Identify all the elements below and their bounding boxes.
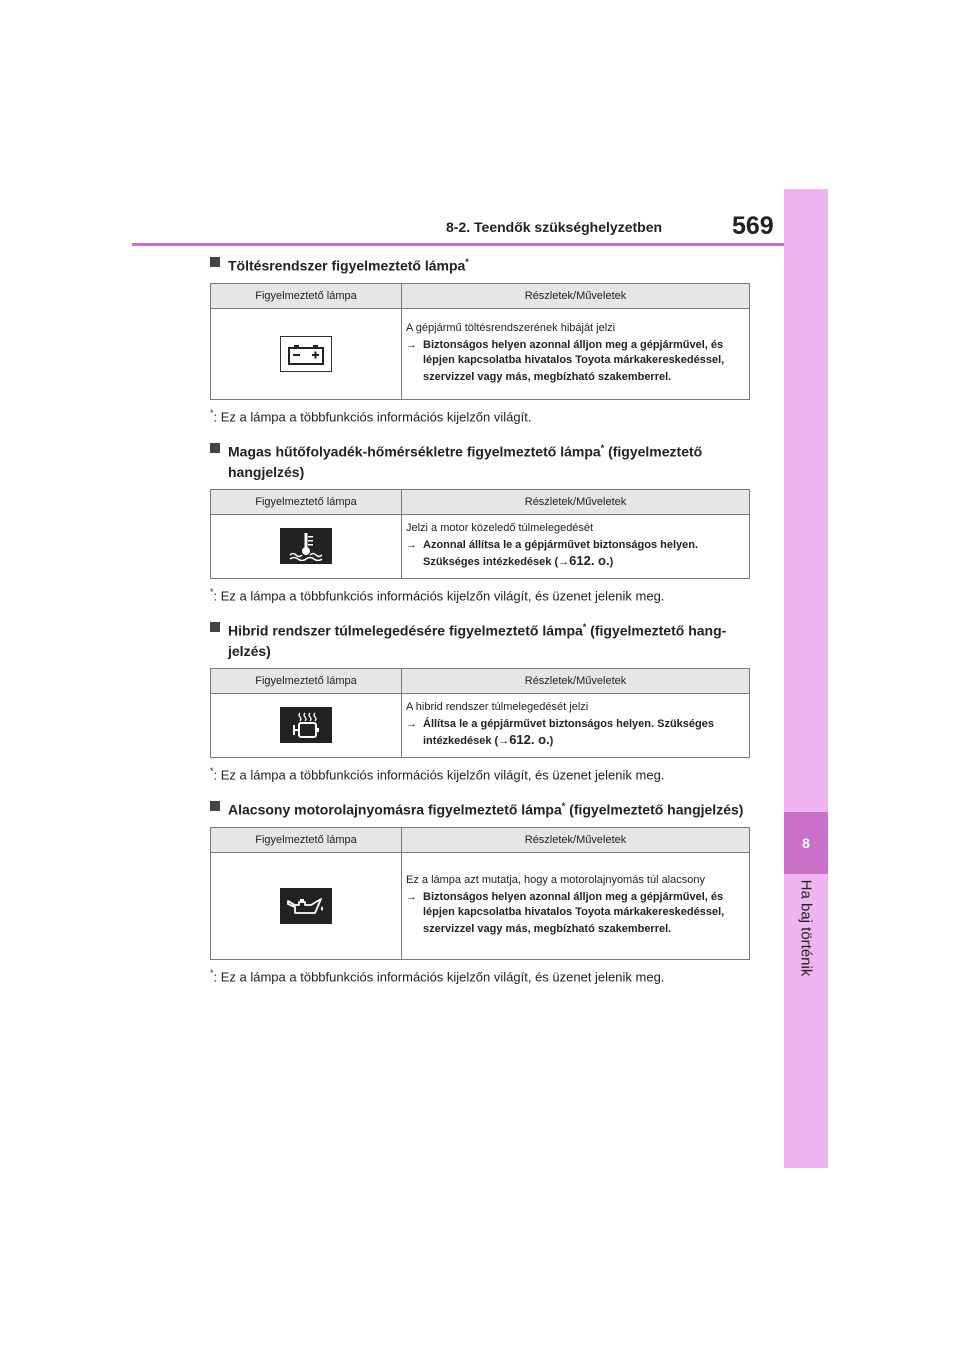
heading-text: Hibrid rendszer túlmelegedésére figyelmeztető lámpa bbox=[228, 622, 583, 639]
lamp-description: A hibrid rendszer túlmelegedését jelzi bbox=[406, 700, 589, 713]
action-text: Biztonságos helyen azonnal álljon meg a gépjárművel, és lépjen kapcsolatba hivatalos Toyota márkakereskedéssel, szervizzel vagy más, megbízható szakemberrel. bbox=[423, 338, 725, 383]
footnote: *: Ez a lámpa a többfunkciós információs kijelzőn világít. bbox=[210, 407, 532, 424]
section-heading bbox=[210, 438, 750, 482]
arrow-icon: → bbox=[406, 890, 417, 903]
hybrid-system-overheat-icon bbox=[280, 707, 332, 743]
table-header-row bbox=[211, 489, 750, 514]
square-bullet-icon bbox=[210, 443, 220, 453]
warning-lamp-table bbox=[210, 283, 750, 400]
battery-icon bbox=[280, 336, 332, 372]
action-text: Állítsa le a gépjárművet biztonságos helyen. Szükséges intézkedések (→612. o.) bbox=[423, 717, 714, 747]
footnote: *: Ez a lámpa a többfunkciós információs kijelzőn világít, és üzenet jelenik meg. bbox=[210, 765, 665, 782]
page-reference-link[interactable]: 612. o. bbox=[569, 552, 610, 568]
lamp-description: A gépjármű töltésrendszerének hibáját jelzi bbox=[406, 321, 616, 334]
arrow-icon: → bbox=[406, 338, 417, 351]
footnote: *: Ez a lámpa a többfunkciós információs kijelzőn világít, és üzenet jelenik meg. bbox=[210, 967, 665, 984]
square-bullet-icon bbox=[210, 801, 220, 811]
table-header-row bbox=[211, 827, 750, 852]
table-header-row bbox=[211, 668, 750, 693]
table-row bbox=[211, 693, 750, 757]
page-reference-link[interactable]: 612. o. bbox=[509, 731, 550, 747]
footnote-marker: * bbox=[465, 257, 469, 267]
heading-text: Alacsony motorolajnyomásra figyelmeztető lámpa bbox=[228, 801, 562, 818]
footnote-marker: * bbox=[600, 442, 605, 453]
chapter-number: 8 bbox=[784, 812, 828, 874]
page-number: 569 bbox=[732, 212, 774, 240]
heading-text: Töltésrendszer figyelmeztető lámpa bbox=[228, 257, 466, 274]
table-row bbox=[211, 308, 750, 399]
lamp-description: Ez a lámpa azt mutatja, hogy a motorolajnyomás túl alacsony bbox=[406, 873, 705, 886]
column-header-lamp: Figyelmeztető lámpa bbox=[211, 668, 402, 693]
heading-suffix: (figyelmeztető hangjelzés) bbox=[565, 801, 744, 818]
warning-lamp-table bbox=[210, 827, 750, 960]
column-header-lamp: Figyelmeztető lámpa bbox=[211, 827, 402, 852]
table-header-row bbox=[211, 283, 750, 308]
column-header-lamp: Figyelmeztető lámpa bbox=[211, 489, 402, 514]
arrow-icon: → bbox=[406, 717, 417, 730]
footnote-marker: * bbox=[561, 800, 566, 811]
section-heading bbox=[210, 796, 750, 820]
arrow-icon: → bbox=[498, 734, 510, 747]
column-header-details: Részletek/Műveletek bbox=[402, 489, 750, 514]
footnote-marker: * bbox=[582, 621, 587, 632]
heading-suffix: (figyelmeztető hangjelzés) bbox=[228, 622, 727, 659]
section-heading bbox=[210, 617, 750, 661]
table-row bbox=[211, 852, 750, 959]
column-header-details: Részletek/Műveletek bbox=[402, 668, 750, 693]
action-text: Azonnal állítsa le a gépjárművet biztonságos helyen. Szükséges intézkedések (→612. o.) bbox=[423, 538, 699, 568]
section-heading bbox=[210, 252, 750, 276]
footnote: *: Ez a lámpa a többfunkciós információs kijelzőn világít, és üzenet jelenik meg. bbox=[210, 586, 665, 603]
oil-pressure-icon bbox=[280, 888, 332, 924]
warning-lamp-table bbox=[210, 489, 750, 579]
section-title: 8-2. Teendők szükséghelyzetben bbox=[446, 219, 663, 235]
arrow-icon: → bbox=[406, 538, 417, 551]
warning-lamp-table bbox=[210, 668, 750, 758]
square-bullet-icon bbox=[210, 257, 220, 267]
coolant-temperature-icon bbox=[280, 528, 332, 564]
lamp-description: Jelzi a motor közeledő túlmelegedését bbox=[406, 521, 594, 534]
heading-suffix: (figyelmeztető hangjelzés) bbox=[228, 443, 703, 480]
table-row bbox=[211, 514, 750, 578]
column-header-details: Részletek/Műveletek bbox=[402, 283, 750, 308]
action-text: Biztonságos helyen azonnal álljon meg a gépjárművel, és lépjen kapcsolatba hivatalos Toyota márkakereskedéssel, szervizzel vagy más, megbízható szakemberrel. bbox=[423, 890, 725, 935]
arrow-icon: → bbox=[558, 555, 570, 568]
heading-text: Magas hűtőfolyadék-hőmérsékletre figyelmeztető lámpa bbox=[228, 443, 601, 460]
column-header-lamp: Figyelmeztető lámpa bbox=[211, 283, 402, 308]
chapter-label: Ha baj történik bbox=[797, 879, 815, 977]
page-content bbox=[210, 252, 750, 998]
square-bullet-icon bbox=[210, 622, 220, 632]
column-header-details: Részletek/Műveletek bbox=[402, 827, 750, 852]
header-rule bbox=[132, 243, 784, 246]
chapter-side-tab bbox=[784, 189, 828, 1168]
